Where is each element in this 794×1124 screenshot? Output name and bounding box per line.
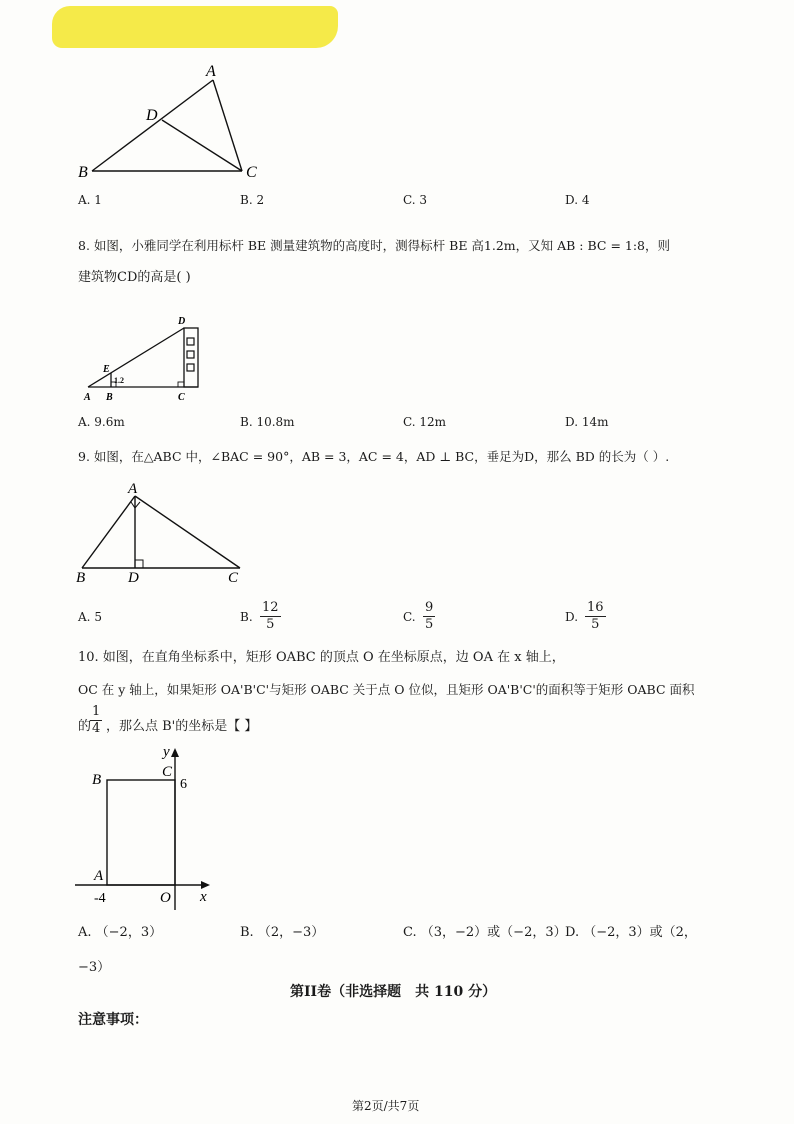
q8-option-a: A. 9.6m: [78, 415, 125, 429]
q8-sight-line: [88, 328, 184, 387]
q9-option-c-num: 9: [425, 600, 434, 615]
q7-triangle-figure: [70, 60, 280, 185]
q10-fraction-den: 4: [92, 721, 101, 736]
q10-fraction-num: 1: [92, 704, 101, 719]
q7-edge-ac: [213, 80, 242, 171]
q8-option-d: D. 14m: [565, 415, 609, 429]
q8-label-b: B: [106, 392, 113, 403]
q9-label-d: D: [128, 570, 139, 586]
section-title: 第II卷（非选择题 共 110 分）: [290, 984, 497, 1000]
q10-fraction: [90, 704, 102, 737]
q9-label-c: C: [228, 570, 239, 586]
q9-option-a: [78, 610, 102, 624]
q10-label-x: x: [200, 889, 207, 905]
q7-edge-dc: [162, 120, 242, 171]
q8-option-c: C. 12m: [403, 415, 447, 429]
q7-option-d: D. 4: [565, 193, 590, 207]
q10-label-6: 6: [180, 777, 187, 792]
q10-question-line3-pre: 的: [78, 719, 92, 734]
q7-label-a: A: [206, 63, 216, 80]
q9-triangle-figure: [70, 478, 260, 588]
q10-option-b: B. （2，−3）: [240, 925, 325, 940]
q8-label-d: D: [178, 316, 186, 327]
q8-right-angle-c: [178, 382, 184, 387]
page-footer: 第2页/共7页: [352, 1099, 420, 1113]
q8-building-figure: [80, 312, 210, 404]
q10-label-neg4: -4: [94, 891, 106, 906]
q10-question-line1: 10. 如图，在直角坐标系中，矩形 OABC 的顶点 O 在坐标原点，边 OA 在 x 轴上，: [78, 650, 565, 665]
q10-label-y: y: [163, 744, 170, 760]
q10-rectangle-oabc: [107, 780, 175, 885]
q10-x-arrow: [201, 881, 210, 889]
q8-window-2: [187, 351, 194, 358]
q7-label-c: C: [246, 164, 257, 181]
q7-option-a: A. 1: [78, 193, 102, 207]
q10-label-o: O: [160, 890, 171, 906]
q8-label-seg: 1.2: [114, 376, 124, 385]
notice-heading: 注意事项：: [78, 1012, 148, 1028]
q8-label-a: A: [84, 392, 91, 403]
q9-option-d-prefix: D.: [565, 610, 579, 624]
q9-question-line: 9. 如图，在△ABC 中，∠BAC = 90°，AB = 3，AC = 4，AD ⊥ BC，垂足为D，那么 BD 的长为（ ）.: [78, 449, 670, 464]
q10-question-line2: OC 在 y 轴上，如果矩形 OA'B'C'与矩形 OABC 关于点 O 位似，且矩形 OA'B'C'的面积等于矩形 OABC 面积: [78, 682, 695, 697]
q9-edge-ac: [135, 496, 240, 568]
q10-question-line3-post: ，那么点 B'的坐标是【 】: [106, 719, 258, 734]
q9-option-b-prefix: B.: [240, 610, 253, 624]
q9-label-a: A: [128, 481, 138, 497]
q10-label-c: C: [162, 764, 173, 780]
q8-window-1: [187, 338, 194, 345]
q10-y-arrow: [171, 748, 179, 757]
q10-option-a: A. （−2，3）: [78, 925, 163, 940]
q10-option-d-wrap: −3）: [78, 960, 111, 975]
q8-question-line1: 8. 如图，小雅同学在利用标杆 BE 测量建筑物的高度时，测得标杆 BE 高1.2m，又知 AB : BC = 1:8，则: [78, 238, 671, 253]
q7-option-b: B. 2: [240, 193, 265, 207]
q9-option-b-den: 5: [266, 617, 275, 632]
q8-window-3: [187, 364, 194, 371]
q9-option-c-den: 5: [425, 617, 434, 632]
q9-option-b-num: 12: [262, 600, 279, 615]
q7-label-b: B: [78, 164, 88, 181]
q9-option-a-value: 5: [94, 610, 102, 624]
q9-option-c-prefix: C.: [403, 610, 416, 624]
q9-right-angle-d: [135, 560, 143, 568]
q9-option-d-fraction: [585, 600, 606, 633]
highlighter-mark: [52, 6, 338, 48]
q9-option-b-fraction: [260, 600, 281, 633]
q7-edge-ba: [92, 80, 213, 171]
q10-coordinate-figure: [70, 740, 230, 915]
q8-label-c: C: [178, 392, 185, 403]
q9-edge-ab: [82, 496, 135, 568]
q8-label-e: E: [103, 364, 110, 375]
q8-option-b: B. 10.8m: [240, 415, 295, 429]
q9-option-c-fraction: [423, 600, 435, 633]
q10-option-d: D. （−2，3）或（2，: [565, 925, 697, 940]
q9-option-d-num: 16: [587, 600, 604, 615]
q9-label-b: B: [76, 570, 86, 586]
q7-label-d: D: [146, 107, 158, 124]
q7-option-c: C. 3: [403, 193, 428, 207]
q10-label-a: A: [94, 868, 104, 884]
q9-option-a-prefix: A.: [78, 610, 91, 624]
q8-question-line2: 建筑物CD的高是( ): [78, 270, 191, 285]
q10-option-c: C. （3，−2）或（−2，3）: [403, 925, 567, 940]
q9-option-d-den: 5: [591, 617, 600, 632]
q10-label-b: B: [92, 772, 102, 788]
